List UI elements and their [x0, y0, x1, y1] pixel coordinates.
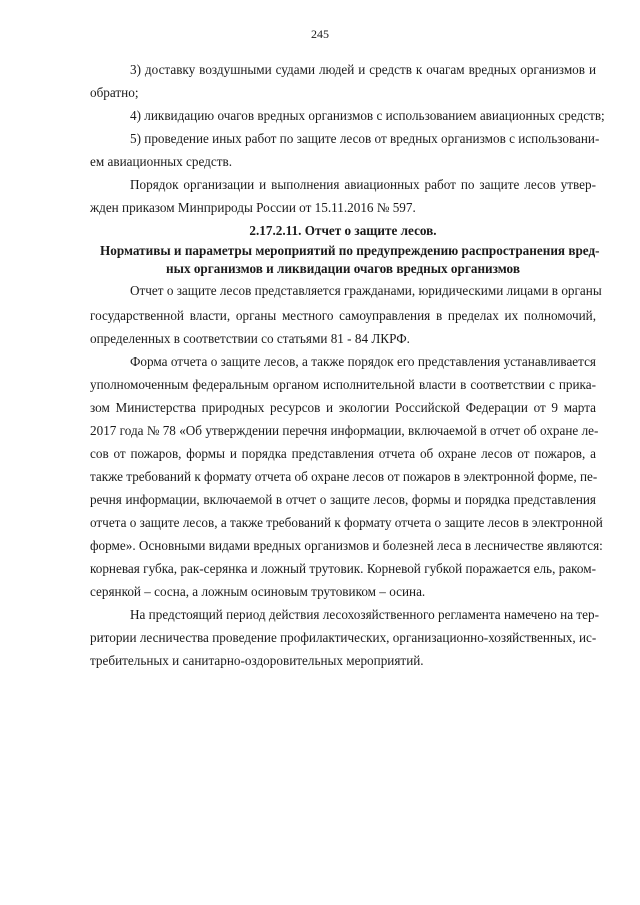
paragraph-3-line-1: На предстоящий период действия лесохозяйственного регламента намечено на тер-	[130, 607, 599, 622]
paragraph-2-line-6: также требований к формату отчета об охране лесов от пожаров в электронной форме, пе-	[90, 469, 598, 484]
section-subheading-line-2: ных организмов и ликвидации очагов вредных организмов	[166, 261, 520, 276]
list-item-5-line-2: ем авиационных средств.	[90, 154, 233, 169]
paragraph-2-line-10: корневая губка, рак-серянка и ложный трутовик. Корневой губкой поражается ель, раком-	[90, 561, 596, 576]
paragraph-3-line-3: требительных и санитарно-оздоровительных мероприятий.	[90, 653, 424, 668]
paragraph-1-line-1: Отчет о защите лесов представляется гражданами, юридическими лицами в органы	[130, 283, 602, 298]
paragraph-1-line-2: государственной власти, органы местного самоуправления в пределах их полномочий,	[90, 308, 596, 323]
paragraph-2-line-11: серянкой – сосна, а ложным осиновым трутовиком – осина.	[90, 584, 426, 599]
paragraph-3-line-2: ритории лесничества проведение профилактических, организационно-хозяйственных, ис-	[90, 630, 597, 645]
section-heading: 2.17.2.11. Отчет о защите лесов.	[249, 223, 437, 238]
paragraph-2-line-3: зом Министерства природных ресурсов и экологии Российской Федерации от 9 марта	[90, 400, 596, 415]
list-item-3-line-1: 3) доставку воздушными судами людей и средств к очагам вредных организмов и	[130, 62, 596, 77]
paragraph-2-line-7: речня информации, включаемой в отчет о защите лесов, формы и порядка представления	[90, 492, 596, 507]
order-paragraph-line-1: Порядок организации и выполнения авиационных работ по защите лесов утвер-	[130, 177, 596, 192]
paragraph-1-line-3: определенных в соответствии со статьями 81 - 84 ЛКРФ.	[90, 331, 410, 346]
section-subheading-line-1: Нормативы и параметры мероприятий по предупреждению распространения вред-	[100, 243, 600, 258]
list-item-3-line-2: обратно;	[90, 85, 139, 100]
paragraph-2-line-2: уполномоченным федеральным органом исполнительной власти в соответствии с прика-	[90, 377, 596, 392]
order-paragraph-line-2: жден приказом Минприроды России от 15.11.2016 № 597.	[90, 200, 416, 215]
paragraph-2-line-4: 2017 года № 78 «Об утверждении перечня информации, включаемой в отчет об охране ле-	[90, 423, 599, 438]
page-number: 245	[311, 27, 329, 41]
paragraph-2-line-9: форме». Основными видами вредных организмов и болезней леса в лесничестве являются:	[90, 538, 603, 553]
paragraph-2-line-8: отчета о защите лесов, а также требований к формату отчета о защите лесов в электронной	[90, 515, 603, 530]
paragraph-2-line-5: сов от пожаров, формы и порядка представления отчета об охране лесов от пожаров, а	[90, 446, 596, 461]
list-item-4-line-1: 4) ликвидацию очагов вредных организмов с использованием авиационных средств;	[130, 108, 605, 123]
list-item-5-line-1: 5) проведение иных работ по защите лесов от вредных организмов с использовани-	[130, 131, 600, 146]
paragraph-2-line-1: Форма отчета о защите лесов, а также порядок его представления устанавливается	[130, 354, 596, 369]
